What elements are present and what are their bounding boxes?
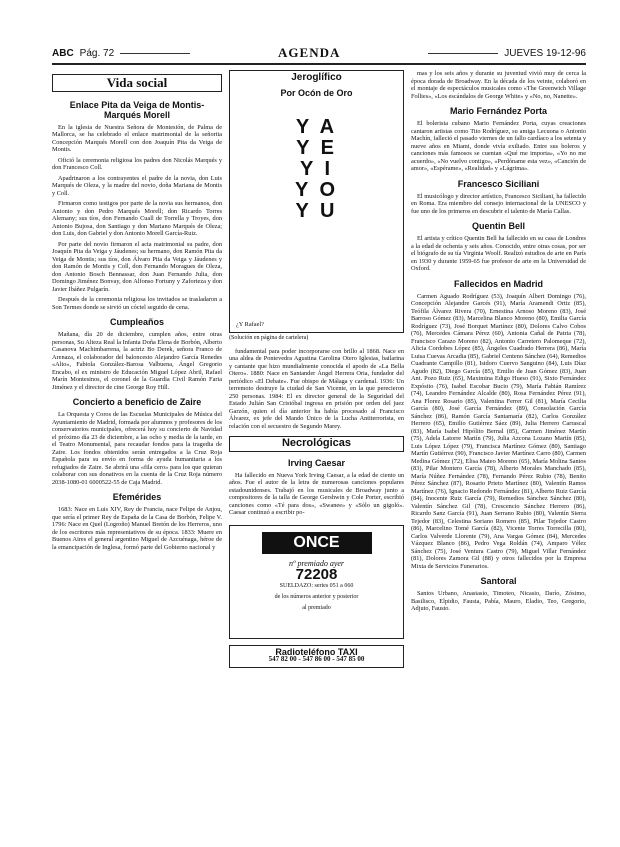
jeroglifico-puzzle: [257, 117, 377, 222]
puzzle-row: Y U: [295, 200, 338, 222]
paper-name: ABC: [52, 47, 74, 59]
article-paragraph: Ha fallecido en Nueva York Irving Caesar, a la edad de ciento un años. Fue el autor de la letra de numerosas canciones populares estadounidenses. Trabajó en los musicales de Broadway junto a compositores de la talla de George Gershwin y Cole Porter, escribió canciones como «Té para dos», «Swanee» y «Sólo un gigoló». Caesar continuó a escribir po-: [229, 471, 404, 516]
column-2: [229, 70, 404, 842]
once-advertisement: [229, 525, 404, 639]
article-paragraph: fundamental para poder incorporarse con brillo al 1868. Nace en una aldea de Pontevedra Agustina Carolina Otero Iglesias, bailarina y cantante que hizo mundialmente conocida el apodo de «La Bella Otero». 1880: Nace en Santander Ángel Herrera Oria, fundador del periódico «El Debate». Fue obispo de Málaga y cardenal. 1936: Un terremoto destruye la ciudad de San Vicente, en la que perecieron 250 personas. 1984: El ex director general de la Seguridad del Estado Julián San Cristóbal ingresa en prisión por orden del juez Garzón, quien el día anterior ha había procesado al Francisco Álvarez, ex jefe del Mando Único de la Lucha Antiterrorista, en relación con el secuestro de Segundo Marey.: [229, 347, 404, 430]
article-paragraph: Apadrinaron a los contrayentes el padre de la novia, don Luis Marqués de Oleza, y la madre del novio, doña Mariana de Montis y Coll.: [52, 174, 222, 197]
article-paragraph: Firmaron como testigos por parte de la novia sus hermanos, don Antonio y don Pedro Marqués Morell; don Ricardo Torres Alemany; sus tíos, don Fernando Cuall de Torrella y Troyes, don Antonio Bujosa, don Santiago y don Mariano Marqués de Oleza; don Luis, don Gabriel y don Antonio Morell García-Ruiz.: [52, 200, 222, 237]
jeroglifico-title: Jeroglífico: [291, 72, 342, 83]
article-paragraph: El bolerista cubano Mario Fernández Porta, cuyas creaciones cantaron artistas como Tito Rodríguez, su amiga Lecuona o Antonio Machín, falleció el pasado viernes de un fallo cardíaco a los setenta y nueve años en Miami, donde vivía exiliado. Entre sus boleros y canciones más famosos se cuentan «Qué me importa», «Yo no me acuerdo», «No vuelvo contigo», «Perdóname esta vez», «Canción de amor», «Espérame», «Realidad» y «Lágrima».: [411, 120, 586, 172]
puzzle-row: Y I: [299, 158, 334, 180]
once-tagline: nº premiado ayer: [288, 558, 345, 568]
article-paragraph: mas y los seis años y durante su juventud vivió muy de cerca la época dorada de Broadway. En la década de los veinte, colaboró en el montaje de espectáculos musicales como «The Greenwich Village Follies», «Los escándalos de George White» y «No, no, Nanette».: [411, 70, 586, 100]
puzzle-row: Y O: [294, 179, 339, 201]
article-title: Fallecidos en Madrid: [453, 278, 544, 289]
article-title: Cumpleaños: [109, 317, 164, 327]
article-title: Santoral: [480, 576, 517, 586]
article-title: Irving Caesar: [287, 457, 346, 468]
page-header: [52, 44, 586, 62]
jeroglifico-solution: (Solución en página de cartelera): [229, 335, 309, 341]
radio-taxi-phones: 547 82 00 - 547 86 00 - 547 85 00: [268, 655, 365, 663]
article-paragraph: El artista y crítico Quentin Bell ha fallecido en su casa de Londres a la edad de ochenta y seis años. Conocido, entre otras cosas, por ser el biógrafo de su tía Virginia Woolf. Realizó estudios de arte en París en 1930 y durante 1959-65 fue profesor de arte en la Universidad de Oxford.: [411, 235, 586, 272]
column-1: [52, 70, 222, 842]
article-title: Mario Fernández Porta: [449, 106, 548, 116]
article-paragraph: El musicólogo y director artístico, Francesco Siciliani, ha fallecido en Roma. Era miembro del consejo internacional de la UNESCO y fue uno de los primeros en descubrir el talento de María Callas.: [411, 192, 586, 215]
puzzle-row: Y A: [295, 116, 338, 138]
header-divider: [120, 53, 190, 54]
jeroglifico-author: Por Ocón de Oro: [280, 87, 353, 98]
article-title: Concierto a beneficio de Zaire: [72, 397, 202, 407]
article-paragraph: Por parte del novio firmaron el acta matrimonial su padre, don Joaquín Pita da Veiga y Jáudenes; su hermano, don Ramón Pita da Veiga de Montis; sus tíos, don Álvaro Pita da Veiga y Jáudenes y don Ramón de Montis y Coll, don Fernando Moragues de Oleza, don Antonio Bosch Bennassar, don Juan Fernando Julia, don Domingo Jiménez Bonvay, don Alfonso Fortuny y Zaforteza y don Javier Ibáñez Pulgarín.: [52, 240, 222, 293]
page-date: JUEVES 19-12-96: [504, 47, 586, 59]
puzzle-row: Y E: [296, 137, 337, 159]
header-rule: [52, 63, 586, 65]
once-line: al premiado: [302, 604, 331, 611]
jeroglifico-box: [229, 70, 404, 333]
column-3: [411, 70, 586, 842]
page-number: Pág. 72: [79, 47, 115, 59]
jeroglifico-question: ¿Y Rafael?: [236, 320, 264, 328]
necrologicas-heading: Necrológicas: [229, 436, 404, 452]
article-paragraph: Santos Urbano, Anastasio, Timoteo, Nicasio, Darío, Zósimo, Basilisco, Elpidio, Fausta, Pabía, Mauro, Eladio, Teo, Gregorio, Adjuto, Fausto.: [411, 590, 586, 612]
article-title: Quentin Bell: [471, 221, 525, 231]
header-divider: [428, 53, 498, 54]
once-logo: ONCE: [262, 532, 372, 554]
vida-social-heading: Vida social: [52, 74, 222, 92]
article-title: Francesco Siciliani: [457, 178, 540, 189]
article-paragraph: Ofició la ceremonia religiosa los padres don Nicolás Marqués y don Francesco Coll.: [52, 156, 222, 171]
once-line: de los números anterior y posterior: [274, 593, 359, 600]
article-paragraph: En la iglesia de Nuestra Señora de Montesión, de Palma de Mallorca, se ha celebrado el enlace matrimonial de la señorita Concepción Marqués Morell con don Joaquín Pita da Veiga de Montis.: [52, 123, 222, 153]
article-paragraph: 1683: Nace en Luis XIV, Rey de Francia, nace Felipe de Anjou, que sería el primer Rey de España de la Casa de Borbón, Felipe V. 1796: Nace en Quel (Logroño) Manuel Bretón de los Herreros, uno de los escritores más representativos de su época. 1833: Muere en Buenos Aires el general argentino Miguel de Azcuénaga, héroe de la emancipación de Inglesa, formó parte del Gobierno nacional y: [52, 506, 222, 551]
article-title: Enlace Pita da Veiga de Montis-Marqués Morell: [69, 99, 205, 120]
article-paragraph: Carmen Aguado Rodríguez (53), Joaquín Albert Domingo (76), Concepción Alejandre Garcés (91), María Aramendi Ortiz (85), Teófila Álvarez Rivera (70), Ernestina Arnoso Moreno (83), José Barroso Gómez (83), Marcelina Blanco Moreno (80), Emilia García Rodríguez (73), José Borquet Martínez (80), Dolores Calvo Cobos (76), Mercedes Cámara Pérez (60), Antonia Cañal de Patria (78), Francisco Carazo Moreno (82), Antonio Carretero Palomeque (72), Alicia Cordobes López (85), Ángeles Cuadrado Herrera (86), María Luisa Cuevas Arcadia (85), Gabriel Centeno Sánchez (64), Remedios Cuadrante Campillo (81), Isidoro Cuervo Sanguino (84), Luis Díaz Agudo (82), Diego García (85), Emilio de Juan Gómez (83), Juan Ant. Pozo Ruiz (65), Maximina Edigo Hueso (91), Sixto Fernández Expósito (76), Isabel Escobar Bucio (79), María Fabián Ramírez (74), Leandro Fernández Alcalde (80), Rosa Fernández Pérez (91), Ana Florez Rosario (85), Valentina Ferrer Gil (81), María Cecilia García (80), José García Fernández (89), Consolación García Sánchez (86), Ramón García Santamaría (82), Carlos González Herrero (65), Emilio Gutiérrez Sáez (89), Julia Herrero Carrascal (83), María Isabel Hipólito Bernal (85), Carmen Jiménez Martín (75), Adela Latorre Martín (79), Julia Azcona Lozano Martín (85), Luis López López (79), Francisca Martínez Gómez (80), Santiago Martín Gutiérrez (90), Francisco Javier Martínez Carro (80), Carmen Medina Gómez (72), Elisa Mateo Moreno (65), María Molina Santos (83), Pilar Montero García (78), Alberto Morales Manchado (85), María Núñez Fernández (78), Fernando Pérez Rubio (78), Benito Pérez Sánchez (87), Rosario Prieto Martínez (80), Valentín Ramos Martínez (76), Ignacio Redondo Fernández (81), Alberto Ruiz García (84), Inocente Ruiz García (79), Remedios Sánchez Sánchez (80), Valentín Sánchez Gil (78), Crescencio Sánchez Herrero (86), Ricardo Sanz García (91), Juan Serrano Rubio (80), Valentín Sierra Tejedor (83), Celestina Soriano Romero (85), Pilar Tejedor Castro (86), Marcelino Tomé García (82), Vicente Torres Torrecilla (80), Carlos Valverde Llorente (79), Ana Vargas Gómez (84), Mercedes Vázquez Blanco (86), Pedro Vega Roldán (74), Amparo Vélez Sánchez (75), José Ventura Castro (79), Miguel Villar Fernández (81), Dolores Zamora Gil (88) y otros fallecidos por la Empresa Mixta de Servicios Funerarios.: [411, 292, 586, 570]
article-title: Efemérides: [112, 492, 162, 502]
radio-taxi-advertisement: [229, 645, 404, 668]
once-winning-number: 72208: [295, 566, 338, 583]
article-paragraph: La Orquesta y Coros de las Escuelas Municipales de Música del Ayuntamiento de Madrid, formada por alumnos y profesores de los conservatorios municipales, ofrecerá hoy su concierto de Navidad el próximo día 23 de diciembre, a las ocho y media de la tarde, en el Teatro Monumental, para recaudar fondos para la tragedia de Zaire. Los fondos obtenidos serán entregados a la Cruz Roja Española para su envío en forma de ayuda humanitaria a los refugiados de Zaire. Se abrirá una «fila cero» para los que quieran colaborar con sus donativos en la cuenta de la Cruz Roja número 2038-1080-01 6000522-55 de Caja Madrid.: [52, 411, 222, 486]
once-line: SUELDAZO: series 051 a 060: [279, 582, 354, 589]
article-paragraph: Mañana, día 20 de diciembre, cumplen años, entre otras personas, Su Alteza Real la Infanta Doña Elena de Borbón, Alberto Casanova Machimbarrena, la actriz Bo Derek, señora Franco de Arenaza, el colaborador del baloncesto Alejandro García Renedes «Alto», Fabiola González-Barosa Valbuena, Ángel Gregorio Encabo, el ex ministro de Educación Miguel López Abril, Rafael Marín Montesinos, el coronel de la Guardia Civil Ramón Faria Jiménez y el director de cine George Roy Hill.: [52, 331, 222, 391]
article-paragraph: Después de la ceremonia religiosa los invitados se trasladaron a Son Termes donde se sirvió un cóctel seguido de cena.: [52, 296, 222, 311]
radio-taxi-name: Radioteléfono TAXI: [275, 646, 358, 657]
section-title: AGENDA: [278, 45, 341, 60]
